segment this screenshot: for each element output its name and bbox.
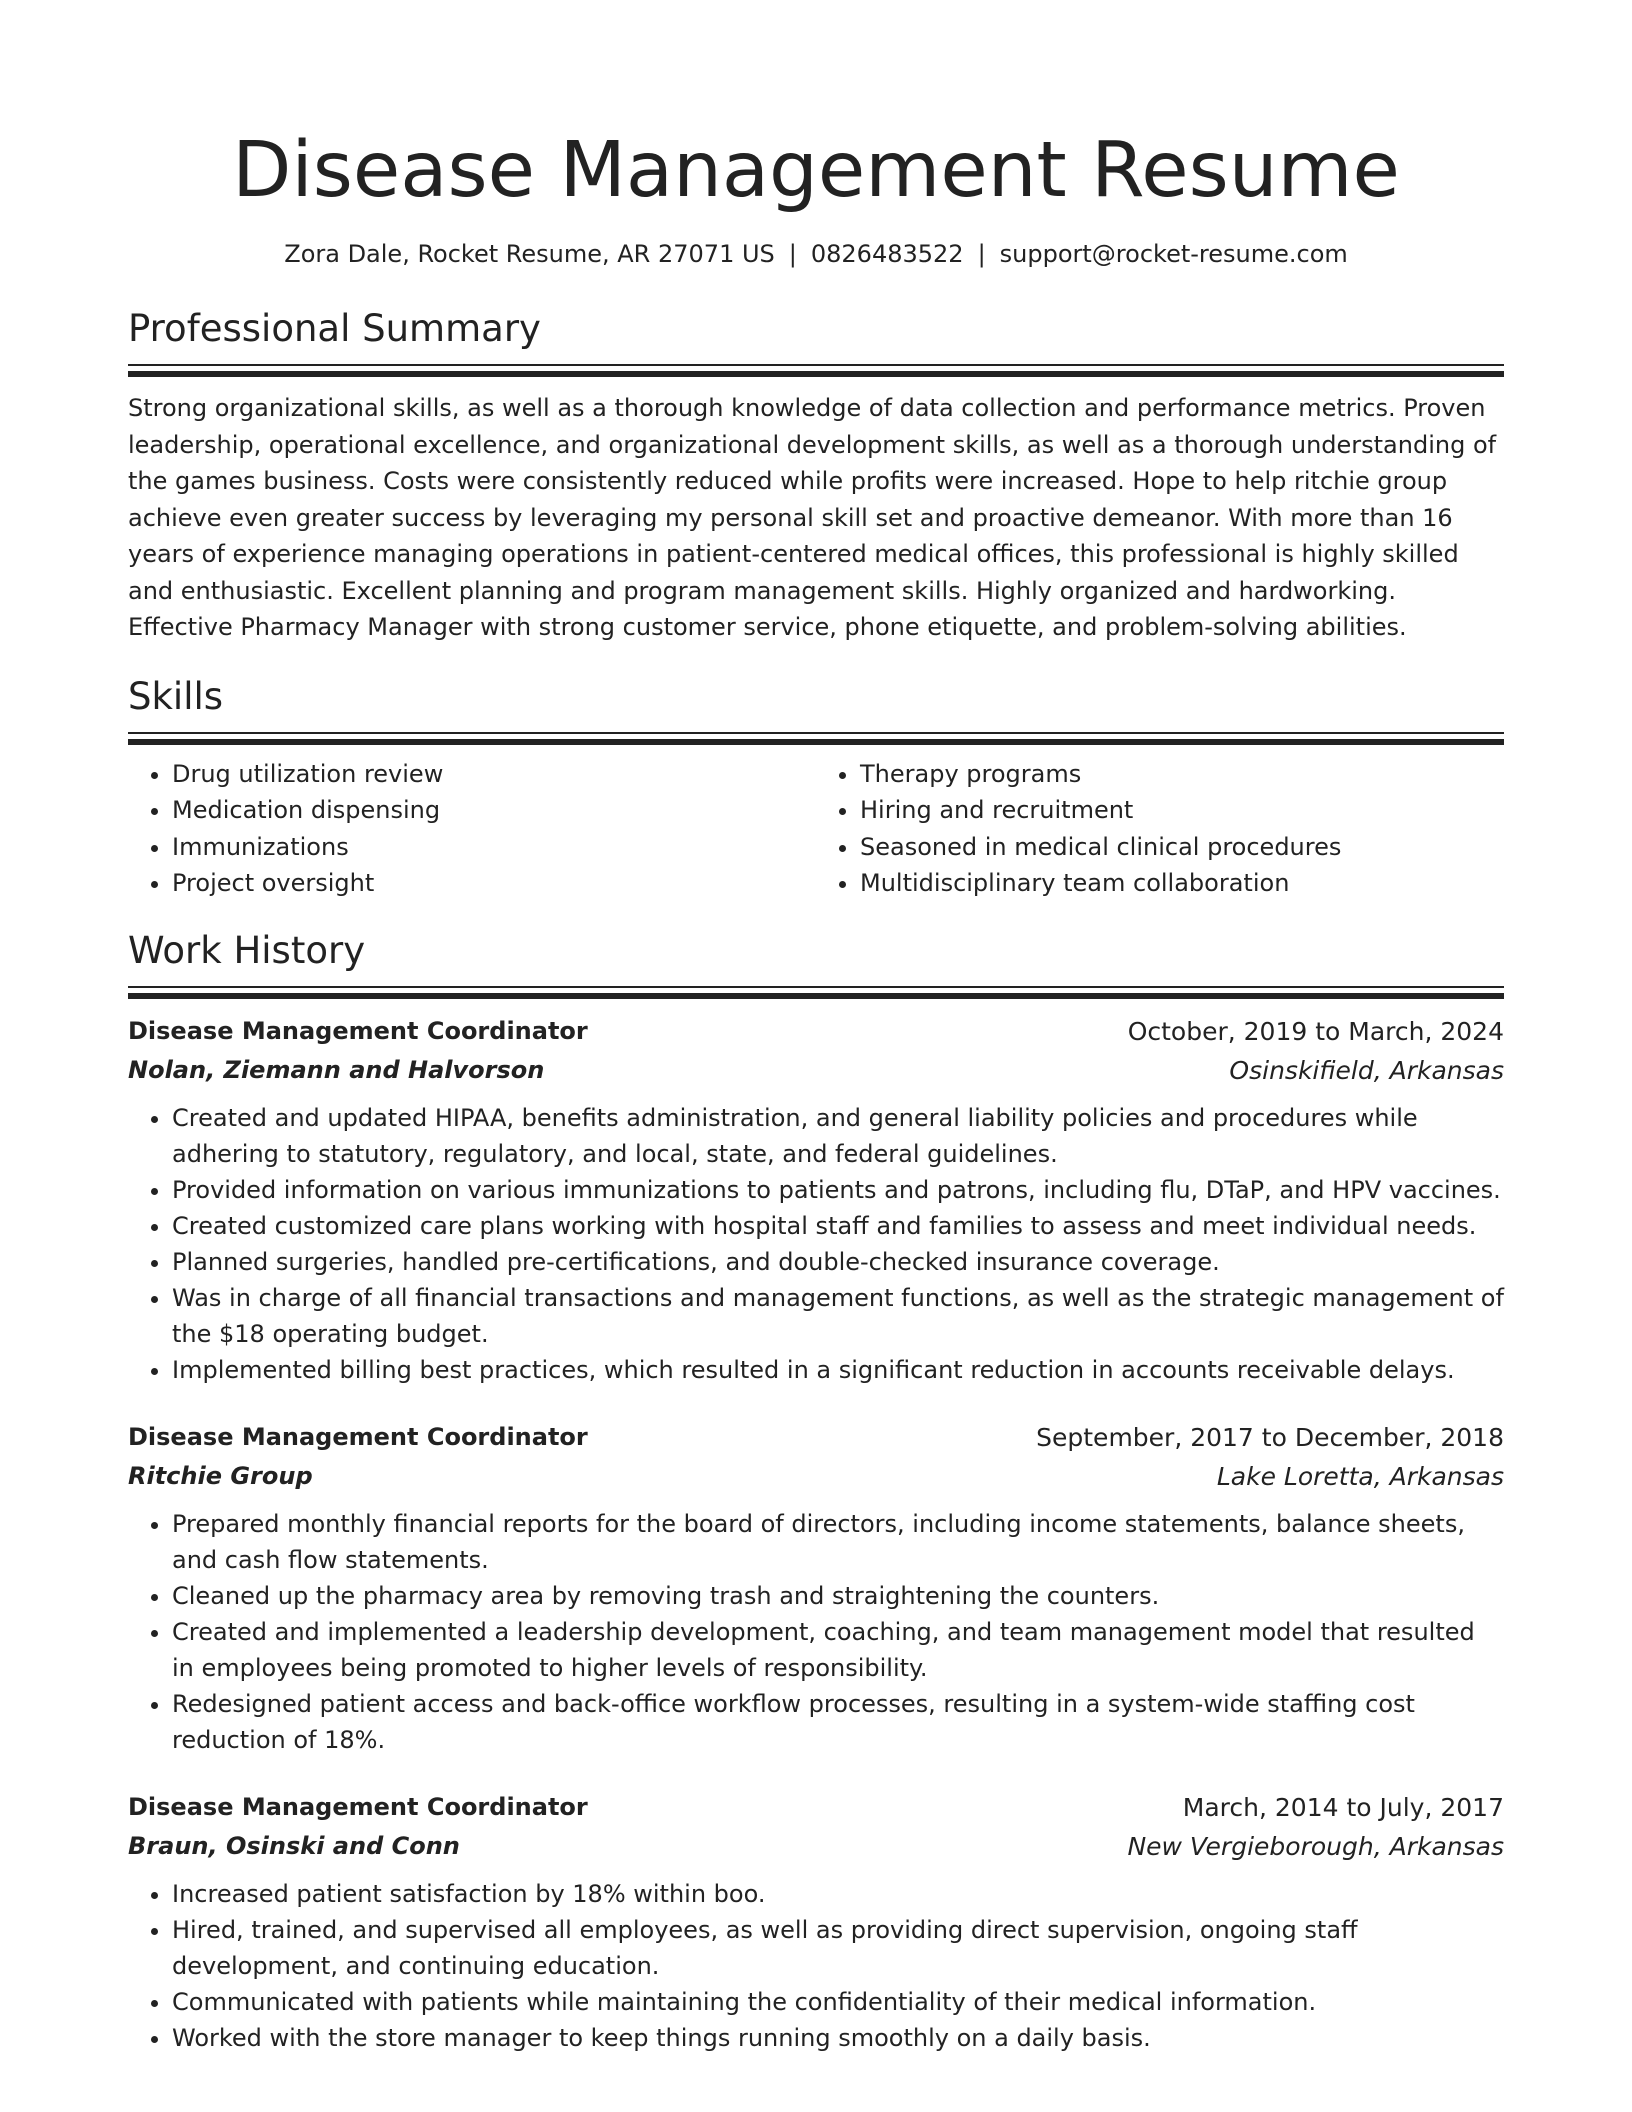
job-entry — [128, 1012, 1504, 1388]
job-bullet: • Was in charge of all financial transactions and management functions, as well as the strategic management of the $18 operating budget. — [172, 1280, 1504, 1352]
skill-item: • Drug utilization review — [172, 756, 816, 793]
skills-column-left — [128, 756, 816, 902]
resume-page — [128, 0, 1504, 2056]
contact-phone: 0826483522 — [810, 240, 964, 268]
skills-section — [128, 674, 1504, 902]
job-bullets — [128, 1876, 1504, 2056]
job-entry — [128, 1418, 1504, 1758]
job-title: Disease Management Coordinator — [128, 1422, 588, 1451]
work-history-section — [128, 928, 1504, 2056]
job-dates: March, 2014 to July, 2017 — [1182, 1792, 1504, 1822]
contact-email: support@rocket-resume.com — [999, 240, 1348, 268]
job-bullet: • Implemented billing best practices, which resulted in a significant reduction in accounts receivable delays. — [172, 1352, 1504, 1388]
section-title-summary: Professional Summary — [128, 307, 541, 350]
job-bullet: • Redesigned patient access and back-office workflow processes, resulting in a system-wide staffing cost reduction of 18%. — [172, 1686, 1504, 1758]
job-bullet: • Prepared monthly financial reports for the board of directors, including income statements, balance sheets, and cash flow statements. — [172, 1506, 1504, 1578]
job-bullets — [128, 1100, 1504, 1388]
job-company: Braun, Osinski and Conn — [128, 1831, 460, 1860]
summary-section — [128, 306, 1504, 646]
skill-item: • Hiring and recruitment — [860, 792, 1504, 829]
summary-text: Strong organizational skills, as well as a thorough knowledge of data collection and performance metrics. Proven leadership, operational excellence, and organizational development skills, as well as a thorough understanding of the games business. Costs were consistently reduced while profits were increased. Hope to help ritchie group achieve even greater success by leveraging my personal skill set and proactive demeanor. With more than 16 years of experience managing operations in patient-centered medical offices, this professional is highly skilled and enthusiastic. Excellent planning and program management skills. Highly organized and hardworking. Effective Pharmacy Manager with strong customer service, phone etiquette, and problem-solving abilities. — [128, 394, 1497, 641]
job-location: New Vergieborough, Arkansas — [1127, 1831, 1504, 1861]
job-title: Disease Management Coordinator — [128, 1792, 588, 1821]
contact-line — [128, 238, 1504, 270]
skills-column-right — [816, 756, 1504, 902]
skill-item: • Seasoned in medical clinical procedures — [860, 829, 1504, 866]
contact-separator: | — [977, 240, 986, 268]
job-bullet: • Planned surgeries, handled pre-certifications, and double-checked insurance coverage. — [172, 1244, 1504, 1280]
job-bullet: • Hired, trained, and supervised all employees, as well as providing direct supervision, ongoing staff development, and continuing education. — [172, 1912, 1504, 1984]
job-dates: October, 2019 to March, 2024 — [1127, 1016, 1504, 1046]
section-divider — [128, 986, 1504, 988]
job-bullet: • Created and implemented a leadership development, coaching, and team management model that resulted in employees being promoted to higher levels of responsibility. — [172, 1614, 1504, 1686]
section-divider — [128, 732, 1504, 734]
skills-list — [128, 756, 1504, 902]
job-location: Lake Loretta, Arkansas — [1216, 1461, 1504, 1491]
section-title-skills: Skills — [128, 674, 224, 718]
skill-item: • Immunizations — [172, 829, 816, 866]
skill-item: • Therapy programs — [860, 756, 1504, 793]
contact-address: Zora Dale, Rocket Resume, AR 27071 US — [284, 240, 775, 268]
contact-separator: | — [788, 240, 797, 268]
job-bullets — [128, 1506, 1504, 1758]
job-bullet: • Worked with the store manager to keep things running smoothly on a daily basis. — [172, 2020, 1504, 2056]
job-company: Nolan, Ziemann and Halvorson — [128, 1055, 545, 1084]
job-company: Ritchie Group — [128, 1461, 313, 1490]
job-bullet: • Created customized care plans working with hospital staff and families to assess and meet individual needs. — [172, 1208, 1504, 1244]
section-divider — [128, 364, 1504, 366]
job-location: Osinskifield, Arkansas — [1229, 1055, 1504, 1085]
job-entry — [128, 1788, 1504, 2056]
skill-item: • Project oversight — [172, 865, 816, 902]
resume-title: Disease Management Resume — [232, 126, 1400, 215]
job-title: Disease Management Coordinator — [128, 1016, 588, 1045]
job-bullet: • Communicated with patients while maintaining the confidentiality of their medical information. — [172, 1984, 1504, 2020]
section-title-work: Work History — [128, 928, 366, 972]
job-bullet: • Cleaned up the pharmacy area by removing trash and straightening the counters. — [172, 1578, 1504, 1614]
job-bullet: • Increased patient satisfaction by 18% within boo. — [172, 1876, 1504, 1912]
job-bullet: • Provided information on various immunizations to patients and patrons, including flu, DTaP, and HPV vaccines. — [172, 1172, 1504, 1208]
skill-item: • Medication dispensing — [172, 792, 816, 829]
job-bullet: • Created and updated HIPAA, benefits administration, and general liability policies and procedures while adhering to statutory, regulatory, and local, state, and federal guidelines. — [172, 1100, 1504, 1172]
skill-item: • Multidisciplinary team collaboration — [860, 865, 1504, 902]
job-dates: September, 2017 to December, 2018 — [1036, 1422, 1504, 1452]
